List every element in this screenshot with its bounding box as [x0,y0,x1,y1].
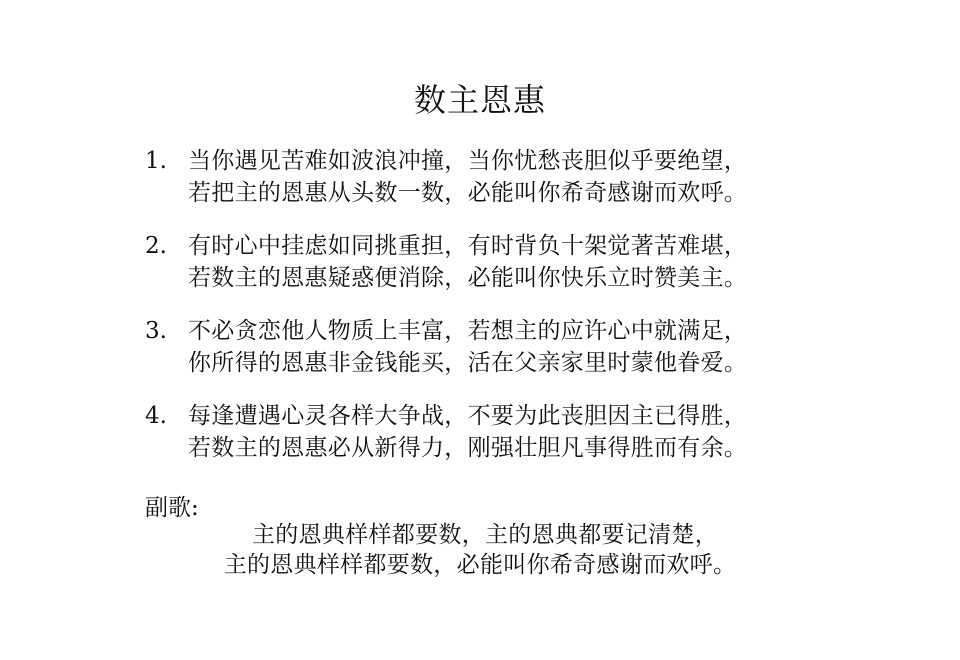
verse-2 [145,230,845,315]
verse-number: 1. [145,148,167,174]
verse-line: 若数主的恩惠疑惑便消除，必能叫你快乐立时赞美主。 [188,265,748,291]
verse-line: 若把主的恩惠从头数一数，必能叫你希奇感谢而欢呼。 [188,180,748,206]
verse-line: 若数主的恩惠必从新得力，刚强壮胆凡事得胜而有余。 [188,435,748,461]
verse-line: 有时心中挂虑如同挑重担，有时背负十架觉著苦难堪， [188,233,748,259]
chorus-label: 副歌: [145,495,199,521]
verse-4 [145,400,845,485]
verse-number: 4. [145,403,167,429]
verse-3 [145,315,845,400]
chorus-line: 主的恩典样样都要数，主的恩典都要记清楚， [252,522,718,548]
verse-1 [145,145,845,230]
verse-line: 你所得的恩惠非金钱能买，活在父亲家里时蒙他眷爱。 [188,350,748,376]
chorus-line: 主的恩典样样都要数，必能叫你希奇感谢而欢呼。 [223,552,737,578]
page-title: 数主恩惠 [413,81,546,119]
verse-list [145,145,845,485]
verse-number: 3. [145,318,167,344]
verse-line: 每逢遭遇心灵各样大争战，不要为此丧胆因主已得胜， [188,403,748,429]
verse-number: 2. [145,233,167,259]
verse-line: 不必贪恋他人物质上丰富，若想主的应许心中就满足， [188,318,748,344]
verse-line: 当你遇见苦难如波浪冲撞，当你忧愁丧胆似乎要绝望， [188,148,748,174]
chorus [0,520,960,580]
